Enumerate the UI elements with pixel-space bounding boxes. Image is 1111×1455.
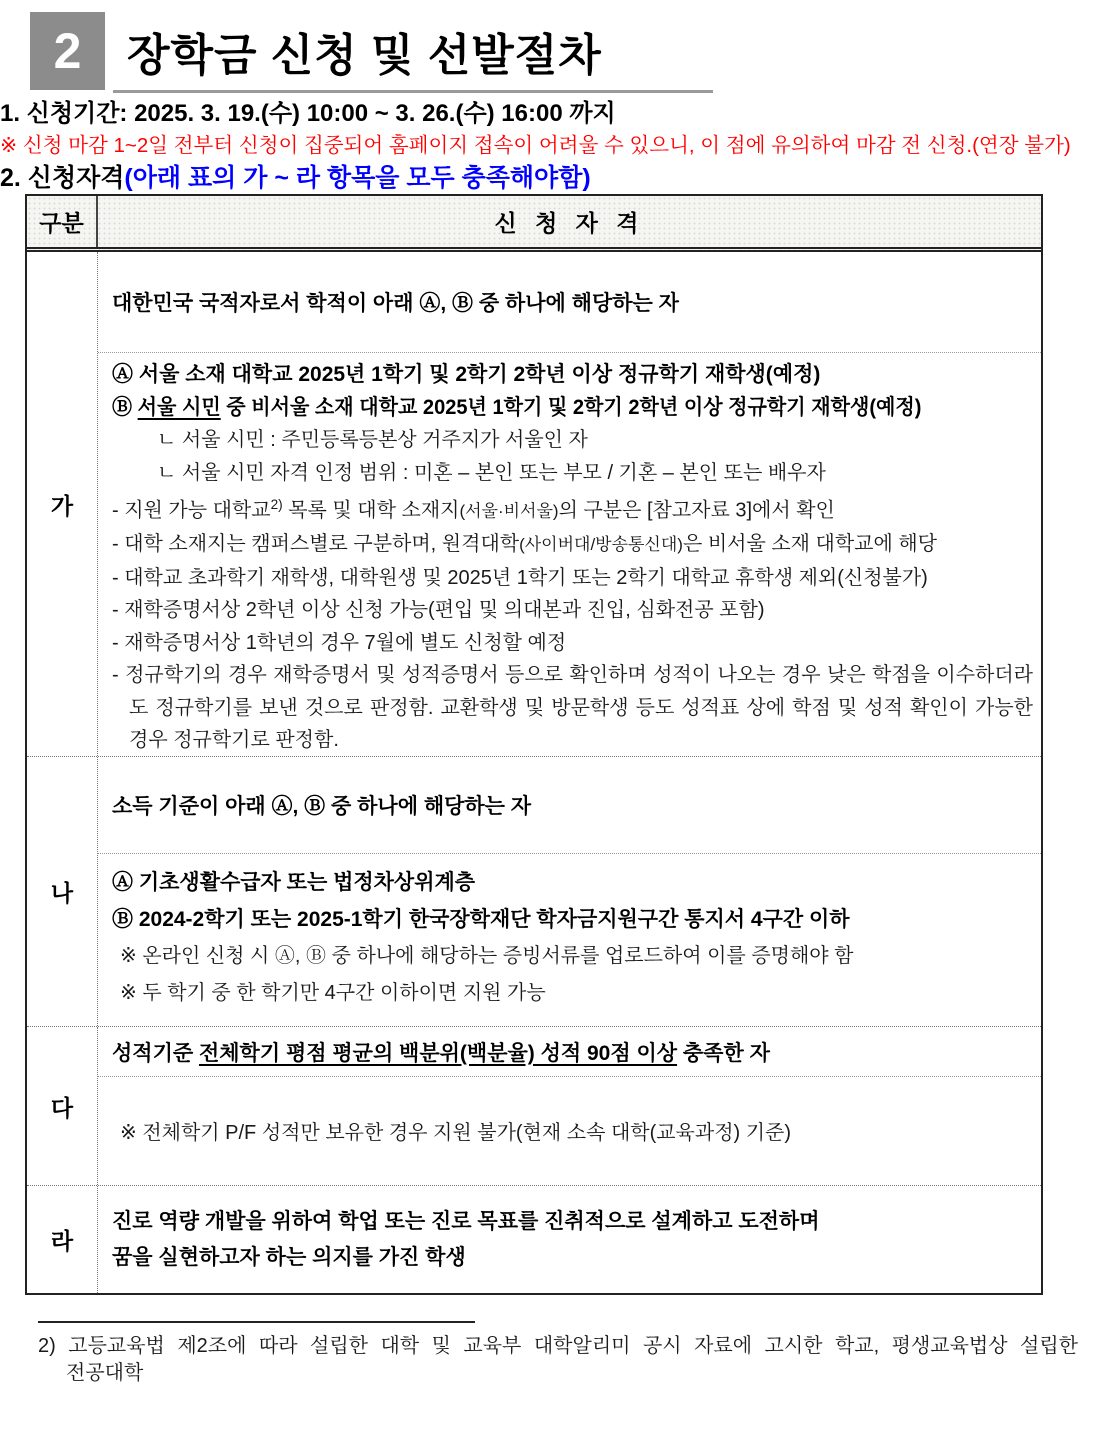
row-ga-item-b-rest: 중 비서울 소재 대학교 2025년 1학기 및 2학기 2학년 이상 정규학기 재학생(예정) (220, 395, 922, 419)
row-da-title-suffix: 충족한 자 (677, 1041, 770, 1065)
row-da-label: 다 (27, 1027, 98, 1185)
row-ga-bullet1-small: (서울·비서울) (459, 501, 559, 521)
row-ga-item-a: Ⓐ 서울 소재 대학교 2025년 1학기 및 2학기 2학년 이상 정규학기 재학생(예정) (112, 363, 821, 386)
table-row-ga (27, 252, 1041, 757)
row-da-cell (98, 1027, 1041, 1185)
row-ra-cell (98, 1186, 1041, 1293)
eligibility-heading-main: 2. 신청자격 (0, 164, 125, 192)
row-na-note1: ※ 온라인 신청 시 Ⓐ, Ⓑ 중 하나에 해당하는 증빙서류를 업로드하여 이를 증명해야 함 (120, 945, 854, 967)
row-da-note: ※ 전체학기 P/F 성적만 보유한 경우 지원 불가(현재 소속 대학(교육과정) 기준) (120, 1122, 792, 1144)
row-ga-bullet4: - 재학증명서상 2학년 이상 신청 가능(편입 및 의대본과 진입, 심화전공 포함) (112, 599, 765, 622)
row-na-item-b: Ⓑ 2024-2학기 또는 2025-1학기 한국장학재단 학자금지원구간 통지서 4구간 이하 (112, 908, 850, 931)
row-ra-line1: 진로 역량 개발을 위하여 학업 또는 진로 목표를 진취적으로 설계하고 도전하며 (112, 1209, 820, 1233)
row-ga-note-b1: ㄴ 서울 시민 : 주민등록등본상 거주지가 서울인 자 (157, 429, 588, 451)
row-na-intro: 소득 기준이 아래 Ⓐ, Ⓑ 중 하나에 해당하는 자 (112, 795, 532, 818)
row-ga-intro-section (98, 252, 1041, 353)
section-number-box (30, 12, 105, 90)
page-title: 장학금 신청 및 선발절차 (127, 31, 602, 80)
row-ga-item-b (112, 392, 992, 425)
table-header-category: 구분 (27, 196, 98, 247)
row-ga-bullet1-mid: 목록 및 대학 소재지 (282, 499, 460, 522)
row-na-body-section (98, 854, 1041, 1012)
row-ga-item-b-underlined: 서울 시민 (137, 395, 221, 419)
row-ga-bullet2-prefix: - 대학 소재지는 캠퍼스별로 구분하며, 원격대학 (112, 533, 520, 556)
table-row-ra (27, 1186, 1041, 1293)
row-na-cell (98, 757, 1041, 1026)
footnote-line2: 전공대학 (66, 1362, 144, 1384)
section-number: 2 (53, 23, 82, 79)
row-na-label: 나 (27, 757, 98, 1026)
table-row-na (27, 757, 1041, 1027)
table-header-qualification: 신 청 자 격 (494, 210, 645, 236)
eligibility-table (25, 194, 1043, 1295)
title-band (30, 12, 1111, 90)
footnote (38, 1333, 1078, 1387)
row-ga-bullet2-small: (사이버대/방송통신대) (519, 535, 683, 555)
row-na-note2: ※ 두 학기 중 한 학기만 4구간 이하이면 지원 가능 (120, 982, 546, 1004)
row-ga-bullet1-prefix: - 지원 가능 대학교 (112, 499, 271, 522)
table-row-da (27, 1027, 1041, 1186)
row-ga-bullet2-suffix: 은 비서울 소재 대학교에 해당 (682, 533, 938, 556)
row-da-note-section (98, 1077, 1041, 1184)
row-ga-bullet6: - 정규학기의 경우 재학증명서 및 성적증명서 등으로 확인하며 성적이 나오는 경우 낮은 학점을 이수하더라도 정규학기를 보낸 것으로 판정함. 교환학생 및 방문학생 등도 성적표 상에 학점 및 성적 확인이 가능한 경우 정규학기로 판정함. (112, 664, 1033, 752)
row-da-title (112, 1037, 770, 1067)
row-da-title-section (98, 1027, 1041, 1077)
row-ga-bullet1 (112, 489, 1033, 528)
row-ga-intro: 대한민국 국적자로서 학적이 아래 Ⓐ, Ⓑ 중 하나에 해당하는 자 (112, 292, 679, 315)
application-period-heading: 1. 신청기간: 2025. 3. 19.(수) 10:00 ~ 3. 26.(수) 16:00 까지 (0, 100, 616, 127)
row-ga-bullet2 (112, 528, 1033, 562)
row-ga-note-b2: ㄴ 서울 시민 자격 인정 범위 : 미혼 – 본인 또는 부모 / 기혼 – 본인 또는 배우자 (157, 461, 826, 484)
row-da-title-underlined: 전체학기 평점 평균의 백분위(백분율) 성적 90점 이상 (198, 1041, 678, 1065)
row-na-intro-section (98, 757, 1041, 854)
row-ga-item-b-marker: Ⓑ (112, 395, 138, 419)
row-ga-bullet5: - 재학증명서상 1학년의 경우 7월에 별도 신청할 예정 (112, 631, 567, 654)
row-ga-bullet1-footref: 2) (270, 497, 283, 512)
row-da-title-prefix: 성적기준 (112, 1041, 199, 1065)
row-ga-body-section (98, 353, 1041, 757)
row-ga-cell (98, 252, 1041, 756)
table-header-row (27, 196, 1041, 252)
application-period-warning: ※ 신청 마감 1~2일 전부터 신청이 집중되어 홈페이지 접속이 어려울 수 있으니, 이 점에 유의하여 마감 전 신청.(연장 불가) (0, 134, 1071, 157)
row-ra-label: 라 (27, 1186, 98, 1293)
eligibility-heading-note: (아래 표의 가 ~ 라 항목을 모두 충족해야함) (124, 164, 591, 192)
eligibility-heading (0, 158, 1111, 194)
footnote-divider (38, 1321, 475, 1323)
row-ra-line2: 꿈을 실현하고자 하는 의지를 가진 학생 (112, 1245, 466, 1269)
row-ga-bullet3: - 대학교 초과학기 재학생, 대학원생 및 2025년 1학기 또는 2학기 대학교 휴학생 제외(신청불가) (112, 566, 928, 589)
row-ga-label: 가 (27, 252, 98, 756)
row-na-item-a: Ⓐ 기초생활수급자 또는 법정차상위계층 (112, 871, 476, 894)
row-ga-bullet1-suffix: 의 구분은 [참고자료 3]에서 확인 (558, 499, 835, 522)
footnote-line1: 2) 고등교육법 제2조에 따라 설립한 대학 및 교육부 대학알리미 공시 자료에 고시한 학교, 평생교육법상 설립한 (38, 1335, 1078, 1357)
